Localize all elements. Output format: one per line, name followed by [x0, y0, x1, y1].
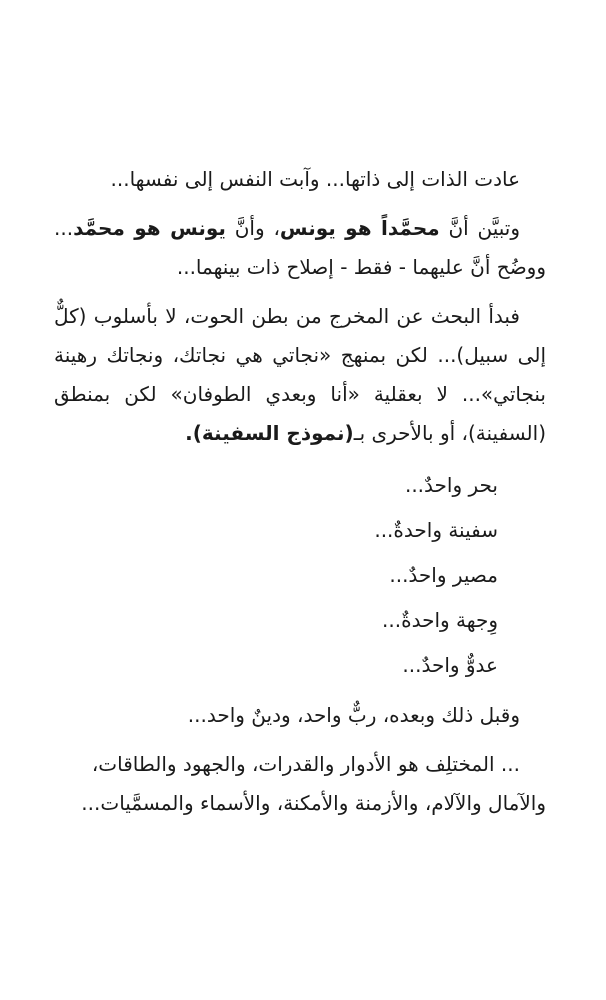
paragraph-1-text: عادت الذات إلى ذاتها... وآبت النفس إلى نفسها...	[110, 167, 520, 191]
list-line-3: مصير واحدٌ...	[389, 563, 498, 587]
paragraph-2-part-5: ... ووضُح أنَّ عليهما - فقط - إصلاح ذات بينهما...	[54, 216, 546, 279]
list-line-2: سفينة واحدةٌ...	[374, 518, 498, 542]
page-text	[54, 160, 546, 833]
paragraph-5: ... المختلِف هو الأدوار والقدرات، والجهود والطاقات، والآمال والآلام، والأزمنة والأمكنة، والأسماء والمسمَّيات...	[81, 752, 546, 815]
paragraph-2-part-1: وتبيَّن أنَّ	[439, 216, 521, 240]
paragraph-1	[54, 160, 546, 199]
list-line-1: بحر واحدٌ...	[404, 473, 498, 497]
list-line-5: عدوٌّ واحدٌ...	[402, 653, 498, 677]
paragraph-2-bold-1: محمَّداً هو يونس	[279, 216, 440, 240]
paragraph-2-part-3: ، وأنَّ	[225, 216, 280, 240]
paragraph-4: وقبل ذلك وبعده، ربٌّ واحد، ودينٌ واحد...	[187, 703, 520, 727]
paragraph-3-part-1: فبدأ البحث عن المخرج من بطن الحوت، لا بأسلوب (كلٌّ إلى سبيل)... لكن بمنهج «نجاتي هي نجاتك، ونجاتك رهينة بنجاتي»... لا بعقلية «أنا وبعدي الطوفان» لكن بمنطق (السفينة)، أو بالأحرى بـ	[54, 304, 546, 445]
paragraph-3-bold: (نموذج السفينة).	[185, 421, 354, 445]
list-line-4: وِجهة واحدةٌ...	[382, 608, 498, 632]
unity-list	[54, 463, 546, 688]
paragraph-3	[54, 297, 546, 453]
paragraph-2	[54, 209, 546, 287]
paragraph-2-bold-2: يونس هو محمَّد	[73, 216, 226, 240]
